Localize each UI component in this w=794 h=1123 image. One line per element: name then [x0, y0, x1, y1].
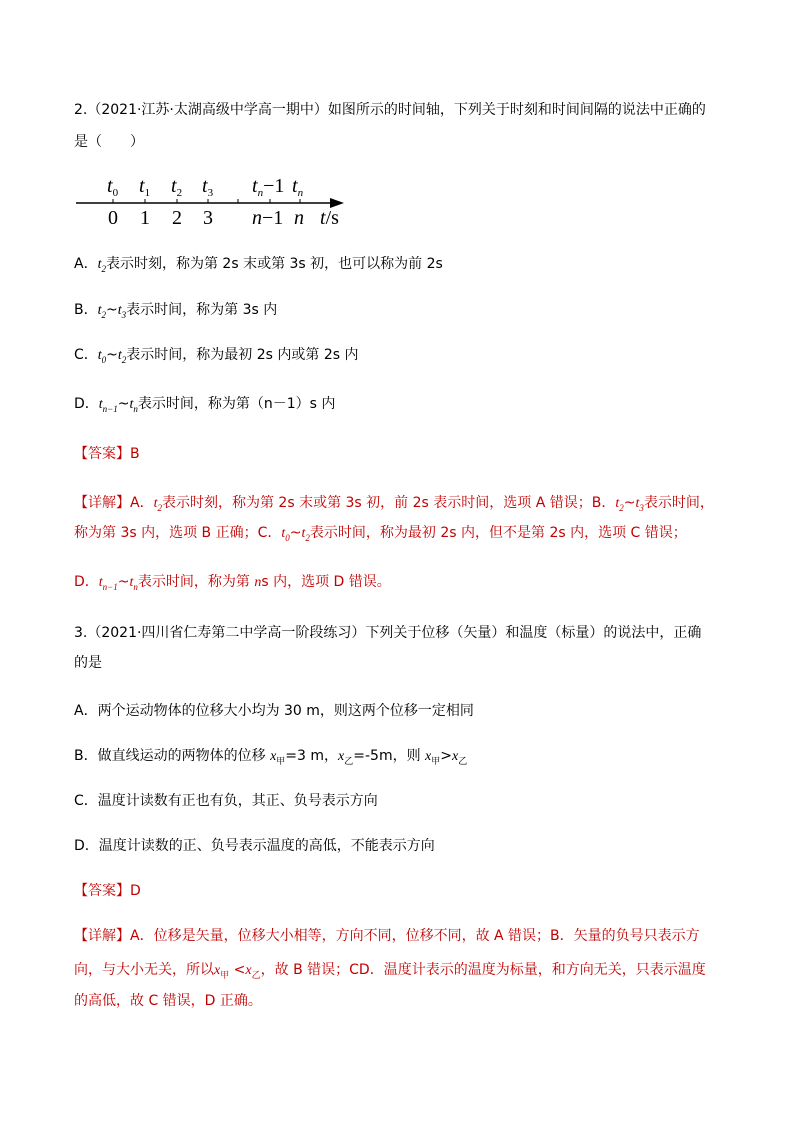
q2-detail-line1: 【详解】A．$t_2$表示时刻，称为第 2s 末或第 3s 初，前 2s 表示时间，选项 A 错误；B．$t_2\sim t_3$表示时间，	[74, 495, 714, 513]
q3-stem-line1: 3.（2021·四川省仁寿第二中学高一阶段练习）下列关于位移（矢量）和温度（标量）的说法中，正确	[74, 625, 702, 641]
q2-answer: 【答案】B	[74, 446, 140, 462]
q2-stem-line1: 2.（2021·江苏·太湖高级中学高一期中）如图所示的时间轴，下列关于时刻和时间间隔的说法中正确的	[74, 102, 706, 118]
label-tn: $t_n$	[292, 175, 304, 199]
label-n: n	[294, 207, 304, 228]
label-2: 2	[172, 207, 182, 228]
q2-detail-line2: 称为第 3s 内，选项 B 正确；C．$t_0\sim t_2$表示时间，称为最初 2s 内，但不是第 2s 内，选项 C 错误；	[74, 525, 687, 543]
q2-stem-line2: 是（ ）	[74, 134, 144, 150]
label-ts: t/s	[320, 207, 339, 228]
time-axis-figure	[74, 172, 354, 228]
q3-answer: 【答案】D	[74, 883, 141, 899]
q3-option-d: D．温度计读数的正、负号表示温度的高低，不能表示方向	[74, 838, 435, 854]
q3-detail-line1: 【详解】A．位移是矢量，位移大小相等，方向不同，位移不同，故 A 错误；B．矢量的负号只表示方	[74, 928, 700, 944]
label-t1: $t_1$	[139, 175, 151, 199]
label-n-1: n−1	[252, 207, 284, 228]
q3-stem-line2: 的是	[74, 655, 102, 671]
q3-option-a: A．两个运动物体的位移大小均为 30 m，则这两个位移一定相同	[74, 703, 474, 719]
q3-detail-line3: 的高低，故 C 错误，D 正确。	[74, 993, 262, 1009]
q3-detail-line2: 向，与大小无关，所以$x_甲 <x_乙$，故 B 错误；CD．温度计表示的温度为标量，和方向无关，只表示温度	[74, 962, 706, 981]
label-t0: $t_0$	[107, 175, 119, 199]
q2-option-c: C．$t_0\sim t_2$表示时间，称为最初 2s 内或第 2s 内	[74, 347, 359, 365]
q2-option-b: B．$t_2\sim t_3$表示时间，称为第 3s 内	[74, 302, 278, 320]
label-t3: $t_3$	[202, 175, 214, 199]
q3-option-c: C．温度计读数有正也有负，其正、负号表示方向	[74, 793, 378, 809]
label-3: 3	[203, 207, 213, 228]
label-0: 0	[108, 207, 118, 228]
label-t2: $t_2$	[171, 175, 183, 199]
q2-detail-line3: D．$t_{n-1}\sim t_n$表示时间，称为第 ns 内，选项 D 错误。	[74, 574, 391, 592]
q2-option-d: D．$t_{n-1}\sim t_n$表示时间，称为第（n－1）s 内	[74, 396, 336, 414]
q2-option-a: A．$t_2$表示时刻，称为第 2s 末或第 3s 初，也可以称为前 2s	[74, 256, 443, 274]
label-tn-1: $t_n-1$	[252, 175, 285, 199]
q3-option-b: B．做直线运动的两物体的位移 $x_甲=3$ m，$x_乙=-5m$，则 $x_甲>x_乙$	[74, 748, 468, 767]
label-1: 1	[140, 207, 150, 228]
